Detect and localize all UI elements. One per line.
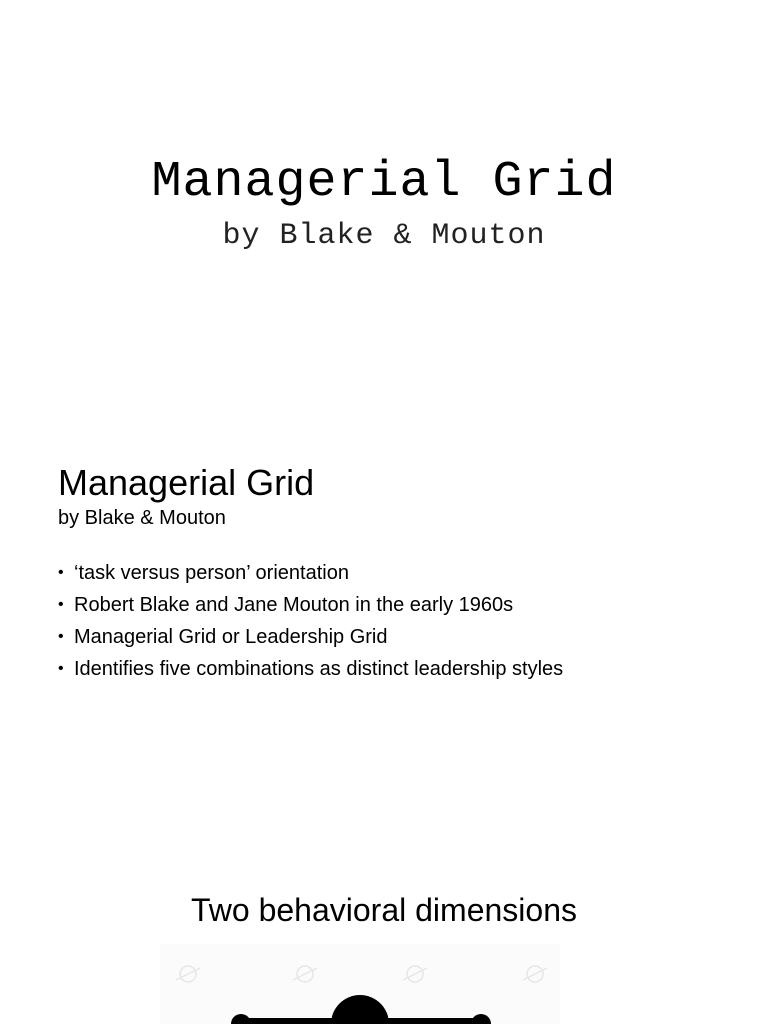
content-slide (0, 340, 768, 760)
bullet-item (58, 653, 563, 685)
bullet-text: Robert Blake and Jane Mouton in the early 1960s (74, 594, 514, 616)
bullet-item (58, 557, 563, 589)
slide-title: Managerial Grid (151, 154, 617, 211)
bullet-text: Identifies five combinations as distinct leadership styles (74, 658, 564, 680)
slide-subtitle: by Blake & Mouton (222, 219, 546, 253)
slide-subheading: by Blake & Mouton (58, 507, 226, 529)
bullet-text: Managerial Grid or Leadership Grid (74, 626, 388, 648)
dimensions-slide (0, 760, 768, 1024)
bullet-list (58, 557, 563, 685)
bullet-icon: • (58, 596, 64, 613)
bullet-icon: • (58, 564, 64, 581)
person-balance-icon (160, 944, 560, 1024)
slide-heading: Two behavioral dimensions (191, 892, 577, 928)
bullet-icon: • (58, 660, 64, 677)
bullet-item (58, 589, 563, 621)
bullet-icon: • (58, 628, 64, 645)
bullet-text: ‘task versus person’ orientation (74, 562, 349, 584)
title-slide (0, 0, 768, 340)
slide-heading: Managerial Grid (58, 462, 315, 503)
bullet-item (58, 621, 563, 653)
